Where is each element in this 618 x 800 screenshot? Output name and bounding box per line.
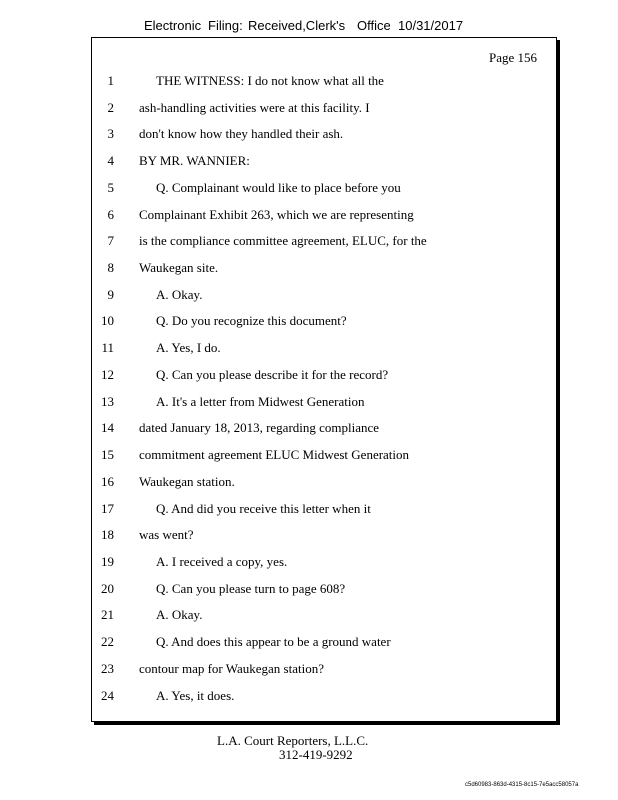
header-filing: Filing: xyxy=(208,18,243,33)
line-number: 2 xyxy=(107,99,114,115)
line-text: A. It's a letter from Midwest Generation xyxy=(156,393,365,409)
line-text: contour map for Waukegan station? xyxy=(139,660,324,676)
line-number: 11 xyxy=(101,340,114,356)
transcript-line xyxy=(92,661,556,681)
transcript-line xyxy=(92,527,556,547)
line-number: 8 xyxy=(107,260,114,276)
transcript-line xyxy=(92,100,556,120)
line-number: 7 xyxy=(107,233,114,249)
transcript-line xyxy=(92,73,556,93)
transcript-line xyxy=(92,447,556,467)
line-text: commitment agreement ELUC Midwest Generation xyxy=(139,447,410,463)
line-text: A. I received a copy, yes. xyxy=(156,553,288,569)
line-number: 20 xyxy=(101,580,114,596)
line-text: Q. Do you recognize this document? xyxy=(156,313,347,329)
transcript-line xyxy=(92,340,556,360)
line-text: Waukegan site. xyxy=(139,260,219,276)
line-number: 15 xyxy=(101,447,114,463)
line-text: Q. Complainant would like to place before you xyxy=(156,179,401,195)
line-number: 22 xyxy=(101,634,114,650)
line-number: 4 xyxy=(107,153,114,169)
line-number: 1 xyxy=(107,73,114,88)
line-number: 18 xyxy=(101,527,114,543)
filing-header xyxy=(0,18,618,38)
line-number: 24 xyxy=(101,687,114,703)
transcript-line xyxy=(92,688,556,708)
line-text: Q. And did you receive this letter when it xyxy=(156,500,371,516)
transcript-line xyxy=(92,501,556,521)
transcript-line xyxy=(92,581,556,601)
line-number: 3 xyxy=(107,126,114,142)
transcript-line xyxy=(92,607,556,627)
line-text: was went? xyxy=(139,527,194,543)
line-number: 17 xyxy=(101,500,114,516)
line-number: 16 xyxy=(101,473,114,489)
line-number: 6 xyxy=(107,206,114,222)
line-number: 12 xyxy=(101,366,114,382)
transcript-page xyxy=(91,37,557,722)
transcript-line xyxy=(92,367,556,387)
line-text: Waukegan station. xyxy=(139,473,235,489)
page-number: Page 156 xyxy=(488,50,537,65)
transcript-line xyxy=(92,474,556,494)
line-text: A. Okay. xyxy=(156,607,203,623)
footer-phone: 312-419-9292 xyxy=(279,747,353,762)
line-number: 14 xyxy=(101,420,114,436)
line-text: Q. Can you please describe it for the record? xyxy=(156,366,389,382)
transcript-line xyxy=(92,207,556,227)
document-id: c5d60983-863d-4315-8c15-7e5acc58057a xyxy=(465,782,579,788)
line-text: A. Yes, it does. xyxy=(156,687,235,703)
line-number: 5 xyxy=(107,179,114,195)
transcript-line xyxy=(92,394,556,414)
line-number: 13 xyxy=(101,393,114,409)
line-number: 9 xyxy=(107,286,114,302)
transcript-line xyxy=(92,153,556,173)
line-text: A. Yes, I do. xyxy=(156,340,221,356)
transcript-line xyxy=(92,554,556,574)
line-text: Q. And does this appear to be a ground water xyxy=(156,634,391,650)
transcript-line xyxy=(92,420,556,440)
transcript-line xyxy=(92,287,556,307)
line-number: 23 xyxy=(101,660,114,676)
line-text: dated January 18, 2013, regarding compliance xyxy=(139,420,380,436)
line-text: Complainant Exhibit 263, which we are representing xyxy=(139,206,414,222)
line-text: THE WITNESS: I do not know what all the xyxy=(156,73,384,88)
header-date: 10/31/2017 xyxy=(398,18,464,33)
line-text: is the compliance committee agreement, ELUC, for the xyxy=(139,233,427,249)
transcript-line xyxy=(92,126,556,146)
transcript-line xyxy=(92,233,556,253)
transcript-line xyxy=(92,313,556,333)
header-electronic: Electronic xyxy=(144,18,202,33)
line-text: A. Okay. xyxy=(156,286,203,302)
line-text: don't know how they handled their ash. xyxy=(139,126,344,142)
transcript-line xyxy=(92,260,556,280)
transcript-line xyxy=(92,180,556,200)
line-text: Q. Can you please turn to page 608? xyxy=(156,580,346,596)
header-received: Received,Clerk's xyxy=(248,18,346,33)
line-text: ash-handling activities were at this facility. I xyxy=(139,99,370,115)
header-office: Office xyxy=(357,18,391,33)
transcript-line xyxy=(92,634,556,654)
line-number: 19 xyxy=(101,553,114,569)
line-number: 21 xyxy=(101,607,114,623)
company-name: L.A. Court Reporters, L.L.C. xyxy=(217,733,369,748)
line-text: BY MR. WANNIER: xyxy=(139,153,250,169)
line-number: 10 xyxy=(101,313,114,329)
